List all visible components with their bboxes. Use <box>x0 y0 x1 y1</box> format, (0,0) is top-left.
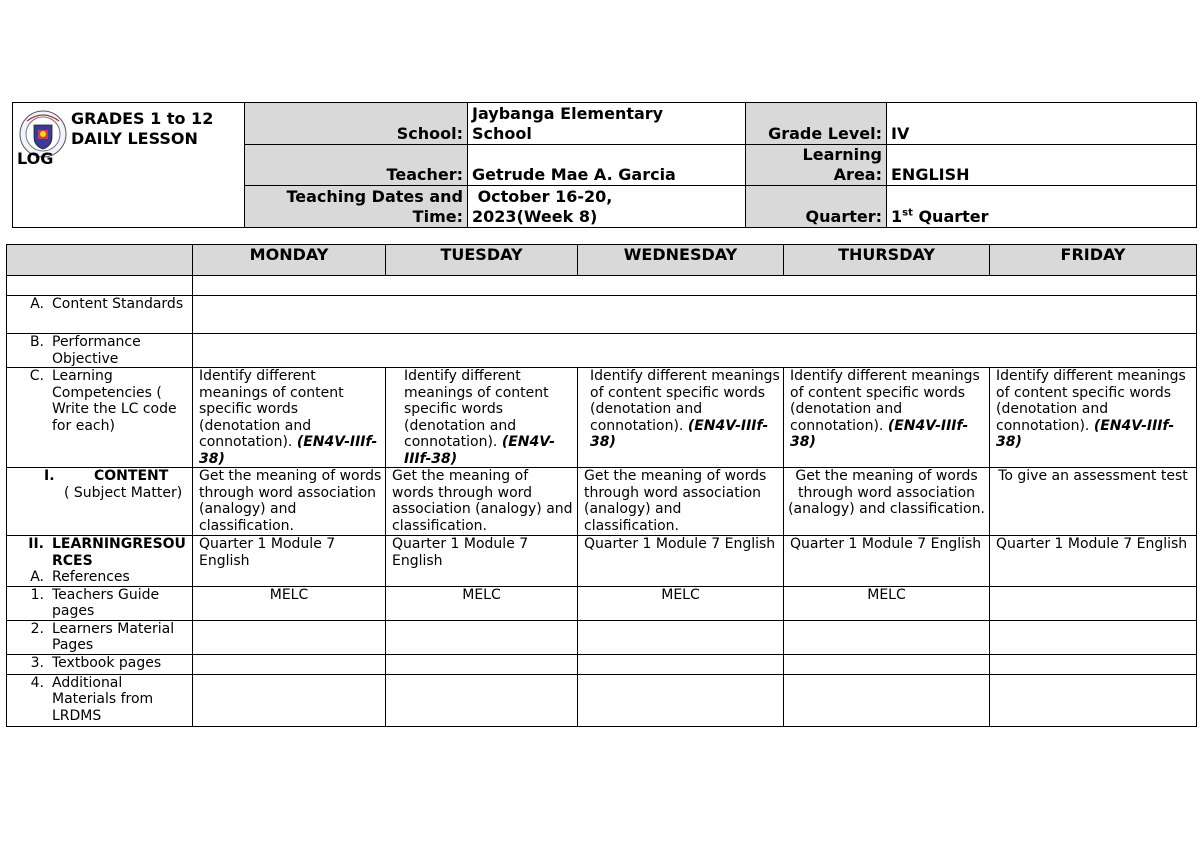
competency-code: (EN4V-IIIf-38) <box>790 417 969 450</box>
additional-materials-label <box>7 674 193 726</box>
content-friday: To give an assessment test <box>990 468 1197 536</box>
day-header-wednesday: WEDNESDAY <box>578 245 784 276</box>
am-tuesday <box>386 674 578 726</box>
learning-competencies-label <box>7 368 193 468</box>
tb-monday <box>193 654 386 674</box>
lm-tuesday <box>386 620 578 654</box>
resources-friday: Quarter 1 Module 7 English <box>990 536 1197 587</box>
grade-level-label: Grade Level: <box>746 103 887 145</box>
school-value-line2: School <box>472 124 532 143</box>
tb-wednesday <box>578 654 784 674</box>
row-label: Content Standards <box>52 296 184 312</box>
tb-tuesday <box>386 654 578 674</box>
competency-code: (EN4V-IIIf-38) <box>199 434 378 467</box>
row-label: Performance Objective <box>52 334 141 367</box>
competency-code: (EN4V-IIIf-38) <box>404 434 555 467</box>
lm-friday <box>990 620 1197 654</box>
teacher-label: Teacher: <box>245 145 468 186</box>
competency-tuesday <box>386 368 578 468</box>
row-label: LEARNINGRESOURCES <box>52 536 186 569</box>
quarter-value <box>887 186 1197 228</box>
learners-material-label <box>7 620 193 654</box>
row-number: II. <box>28 536 44 552</box>
row-label: Teachers Guide pages <box>52 586 160 619</box>
objectives-cell <box>193 276 1197 296</box>
row-number: C. <box>29 368 44 384</box>
textbook-pages-label <box>7 654 193 674</box>
dll-title-cell <box>13 103 245 228</box>
competency-monday <box>193 368 386 468</box>
content-monday: Get the meaning of words through word association (analogy) and classification. <box>193 468 386 536</box>
row-label: CONTENT <box>94 468 169 484</box>
am-monday <box>193 674 386 726</box>
resources-thursday: Quarter 1 Module 7 English <box>784 536 990 587</box>
learning-area-value: ENGLISH <box>887 145 1197 186</box>
dll-title-line1: GRADES 1 to 12 <box>71 109 214 128</box>
tg-monday: MELC <box>193 586 386 620</box>
dll-title-line2: DAILY LESSON <box>71 129 198 148</box>
row-label: Learners Material Pages <box>52 620 175 653</box>
competency-text: Identify different meanings of content specific words (denotation and connotation). <box>590 368 780 434</box>
resources-tuesday: Quarter 1 Module 7 English <box>386 536 578 587</box>
row-label: References <box>52 569 130 585</box>
content-thursday: Get the meaning of words through word association (analogy) and classification. <box>784 468 990 536</box>
row-number: I. <box>44 468 55 484</box>
tb-friday <box>990 654 1197 674</box>
quarter-label: Quarter: <box>746 186 887 228</box>
row-label: Learning Competencies ( Write the LC code for each) <box>52 368 177 434</box>
quarter-text: Quarter <box>912 207 989 226</box>
performance-objective-label <box>7 334 193 368</box>
row-number: 4. <box>30 674 44 691</box>
am-friday <box>990 674 1197 726</box>
resources-monday: Quarter 1 Module 7 English <box>193 536 386 587</box>
corner-header-cell <box>7 245 193 276</box>
row-number: A. <box>30 296 44 312</box>
teaching-dates-label <box>245 186 468 228</box>
am-wednesday <box>578 674 784 726</box>
day-header-thursday: THURSDAY <box>784 245 990 276</box>
grade-level-value: IV <box>887 103 1197 145</box>
learning-area-label-line2: Area: <box>833 165 882 184</box>
content-tuesday: Get the meaning of words through word association (analogy) and classification. <box>386 468 578 536</box>
tg-friday <box>990 586 1197 620</box>
row-number: B. <box>29 334 44 350</box>
competency-thursday <box>784 368 990 468</box>
teaching-dates-label-line2: Time: <box>412 207 463 226</box>
day-header-tuesday: TUESDAY <box>386 245 578 276</box>
lm-monday <box>193 620 386 654</box>
tg-tuesday: MELC <box>386 586 578 620</box>
school-value <box>468 103 746 145</box>
content-wednesday: Get the meaning of words through word association (analogy) and classification. <box>578 468 784 536</box>
row-sublabel: ( Subject Matter) <box>64 484 183 501</box>
competency-code: (EN4V-IIIf-38) <box>590 417 769 450</box>
learning-area-label-line1: Learning <box>802 145 882 164</box>
row-number: 2. <box>30 620 44 637</box>
teaching-dates-line1: October 16-20, <box>472 187 613 206</box>
row-number: A. <box>30 569 44 585</box>
teaching-dates-value <box>468 186 746 228</box>
am-thursday <box>784 674 990 726</box>
learning-resources-label <box>7 536 193 587</box>
dll-title-line3: LOG <box>17 149 54 168</box>
tg-wednesday: MELC <box>578 586 784 620</box>
competency-code: (EN4V-IIIf-38) <box>996 417 1175 450</box>
content-standards-label <box>7 296 193 334</box>
quarter-number: 1 <box>891 207 903 226</box>
school-value-line1: Jaybanga Elementary <box>472 104 664 123</box>
header-table <box>12 102 1197 228</box>
competency-text: Identify different meanings of content specific words (denotation and connotation). <box>404 368 549 450</box>
competency-text: Identify different meanings of content specific words (denotation and connotation). <box>996 368 1186 434</box>
school-label: School: <box>245 103 468 145</box>
competency-wednesday <box>578 368 784 468</box>
row-label: Textbook pages <box>52 654 162 671</box>
performance-objective-cell <box>193 334 1197 368</box>
day-header-friday: FRIDAY <box>990 245 1197 276</box>
competency-text: Identify different meanings of content specific words (denotation and connotation). <box>790 368 980 434</box>
content-standards-cell <box>193 296 1197 334</box>
row-number: 3. <box>30 654 44 671</box>
tg-thursday: MELC <box>784 586 990 620</box>
content-label <box>7 468 193 536</box>
competency-text: Identify different meanings of content specific words (denotation and connotation). <box>199 368 344 450</box>
day-header-monday: MONDAY <box>193 245 386 276</box>
teacher-value: Getrude Mae A. Garcia <box>468 145 746 186</box>
learning-area-label <box>746 145 887 186</box>
lesson-log-table <box>6 244 1197 727</box>
quarter-suffix: st <box>902 207 913 219</box>
tb-thursday <box>784 654 990 674</box>
row-number: 1. <box>30 586 44 603</box>
row-label: Additional Materials from LRDMS <box>52 674 154 724</box>
teaching-dates-line2: 2023(Week 8) <box>472 207 598 226</box>
lm-thursday <box>784 620 990 654</box>
teaching-dates-label-line1: Teaching Dates and <box>286 187 463 206</box>
resources-wednesday: Quarter 1 Module 7 English <box>578 536 784 587</box>
lm-wednesday <box>578 620 784 654</box>
objectives-label-cell <box>7 276 193 296</box>
teachers-guide-label <box>7 586 193 620</box>
competency-friday <box>990 368 1197 468</box>
